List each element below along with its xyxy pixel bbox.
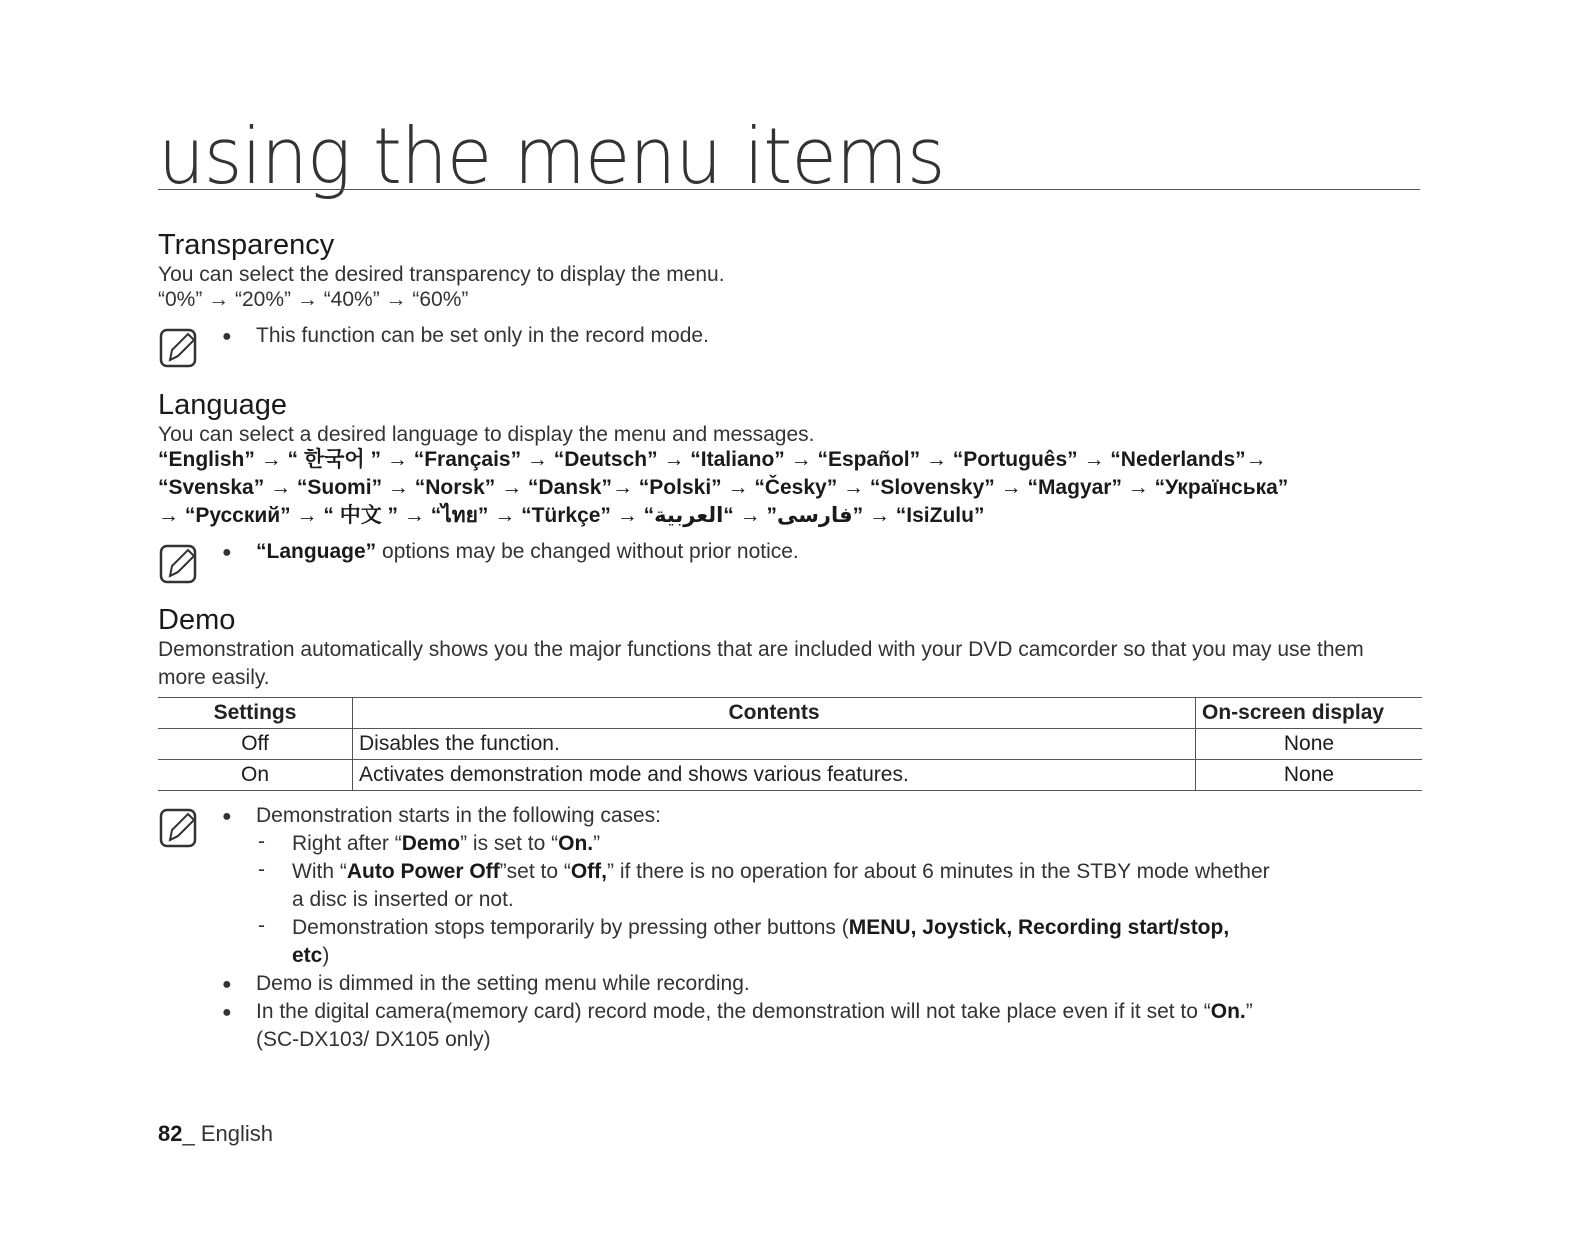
bullet-icon: ● (222, 1004, 232, 1021)
table-header-settings: Settings (158, 698, 353, 729)
table-row (158, 760, 1422, 791)
page-footer (158, 1121, 273, 1147)
page-number: 82 (158, 1121, 183, 1146)
transparency-heading: Transparency (158, 229, 335, 261)
language-note (256, 538, 799, 566)
page-title: using the menu items (158, 111, 945, 202)
text: ) (322, 944, 330, 967)
table-cell-setting: Off (158, 729, 353, 760)
title-underline (158, 189, 1420, 190)
demo-description: Demonstration automatically shows you the major functions that are included with your DVD camcorder so that you may use them more easily. (158, 638, 1364, 689)
demo-note-case-1 (292, 830, 600, 858)
note-icon (158, 806, 200, 850)
table-cell-display: None (1196, 760, 1423, 791)
demo-note-case-2 (292, 858, 1270, 886)
text: ” if there is no operation for about 6 minutes in the STBY mode whether (607, 860, 1270, 883)
table-cell-contents: Activates demonstration mode and shows various features. (353, 760, 1196, 791)
footer-label: _ English (182, 1121, 273, 1146)
demo-note-case-2-cont: a disc is inserted or not. (292, 888, 514, 911)
dash-marker: - (258, 830, 265, 853)
text: In the digital camera(memory card) record mode, the demonstration will not take place even if it set to “ (256, 1000, 1211, 1023)
text: Right after “ (292, 832, 402, 855)
language-note-bold: “Language” (256, 540, 377, 563)
table-cell-display: None (1196, 729, 1423, 760)
dash-marker: - (258, 914, 265, 937)
note-icon (158, 542, 200, 586)
bullet-icon: ● (222, 544, 232, 561)
language-heading: Language (158, 389, 288, 421)
bullet-icon: ● (222, 976, 232, 993)
text-bold: On. (1210, 1000, 1246, 1023)
text-bold: Demo (401, 832, 461, 855)
text-bold: Auto Power Off (346, 860, 500, 883)
language-note-text: options may be changed without prior notice. (376, 540, 799, 563)
text: ”set to “ (499, 860, 571, 883)
transparency-note: This function can be set only in the record mode. (256, 324, 709, 347)
demo-note-3 (256, 998, 1253, 1026)
language-options-line-1: “English” → “ 한국어 ” → “Français” → “Deutsch” → “Italiano” → “Español” → “Português” → “Nederlands”→ (158, 448, 1267, 471)
table-cell-setting: On (158, 760, 353, 791)
transparency-description: You can select the desired transparency to display the menu. (158, 263, 725, 286)
language-options-line-2: “Svenska” → “Suomi” → “Norsk” → “Dansk”→ “Polski” → “Česky” → “Slovensky” → “Magyar” → “Українська” (158, 476, 1289, 499)
table-row (158, 729, 1422, 760)
text-bold: Off, (570, 860, 607, 883)
demo-note-1: Demonstration starts in the following cases: (256, 804, 662, 827)
note-icon (158, 326, 200, 370)
language-options-line-3: → “Русский” → “ 中文 ” → “ไทย” → “Türkçe” → “فارسی” → “العربية” → “IsiZulu” (158, 504, 985, 527)
dash-marker: - (258, 858, 265, 881)
demo-note-2: Demo is dimmed in the setting menu while recording. (256, 972, 750, 995)
language-description: You can select a desired language to display the menu and messages. (158, 423, 815, 446)
text-bold: MENU, Joystick, Recording start/stop, (848, 916, 1230, 939)
text-bold: On. (558, 832, 594, 855)
text: With “ (292, 860, 347, 883)
table-header-contents: Contents (353, 698, 1196, 729)
text: ” (1245, 1000, 1253, 1023)
demo-note-case-3 (292, 914, 1229, 942)
table-cell-contents: Disables the function. (353, 729, 1196, 760)
demo-heading: Demo (158, 604, 236, 636)
table-header-row (158, 698, 1422, 729)
bullet-icon: ● (222, 328, 232, 345)
demo-settings-table (158, 697, 1422, 791)
text-bold: etc (292, 944, 323, 967)
table-header-display: On-screen display (1196, 698, 1423, 729)
text: ” (593, 832, 601, 855)
text: ” is set to “ (460, 832, 559, 855)
demo-note-case-3-cont (292, 942, 329, 970)
text: Demonstration stops temporarily by pressing other buttons ( (292, 916, 849, 939)
demo-note-3-cont: (SC-DX103/ DX105 only) (256, 1028, 491, 1051)
transparency-options: “0%” → “20%” → “40%” → “60%” (158, 288, 469, 311)
bullet-icon: ● (222, 808, 232, 825)
